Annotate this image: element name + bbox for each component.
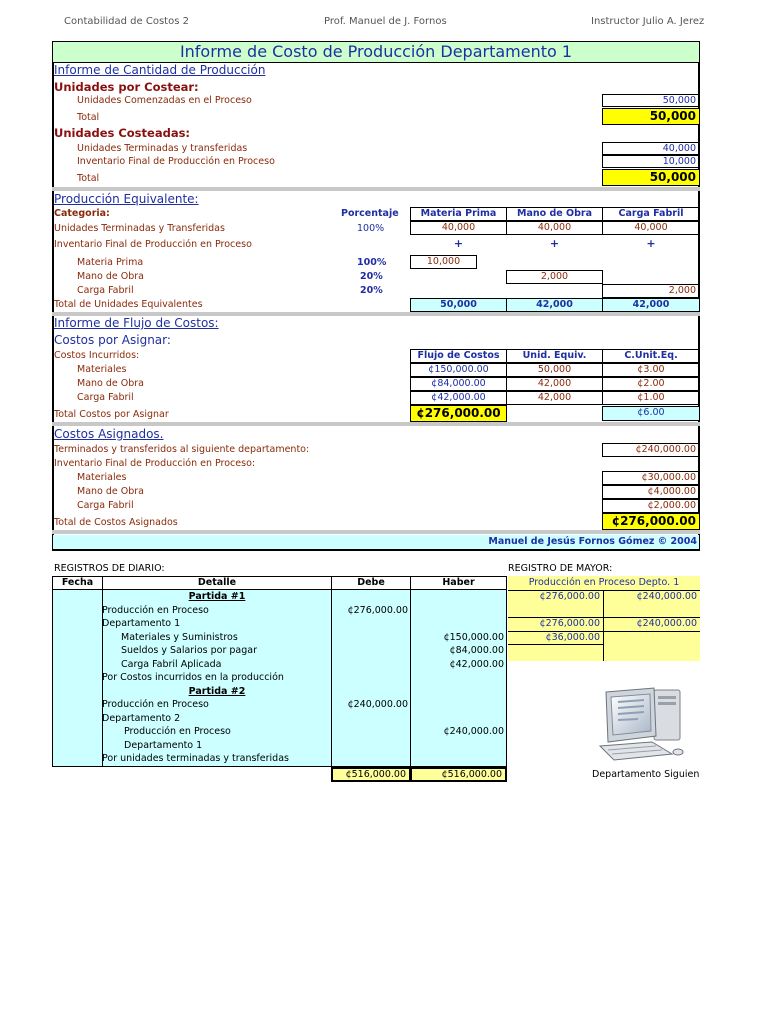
journal-detail: Departamento 2 xyxy=(102,712,181,724)
computer-caption: Departamento Siguien xyxy=(592,769,700,780)
journal-total-debe: ¢516,000.00 xyxy=(331,767,411,782)
eq-finished-label: Unidades Terminadas y Transferidas xyxy=(54,223,225,234)
journal-detail: Por unidades terminadas y transferidas xyxy=(102,753,289,764)
plus-sign-cf: + xyxy=(646,237,656,250)
eq-inventory-label: Inventario Final de Producción en Proceso xyxy=(54,239,252,250)
inv-labor-label: Mano de Obra xyxy=(77,486,145,497)
computer-icon xyxy=(592,684,688,766)
inv-overhead-label: Carga Fabril xyxy=(77,500,134,511)
total-assigned-value: ¢276,000.00 xyxy=(602,513,700,530)
units-started-label: Unidades Comenzadas en el Proceso xyxy=(77,95,252,106)
ledger-balance: ¢36,000.00 xyxy=(508,632,603,645)
divider xyxy=(52,422,700,426)
units-finished-value: 40,000 xyxy=(602,142,700,155)
inv-labor-value: ¢4,000.00 xyxy=(602,485,700,499)
flow-materials-cost: ¢150,000.00 xyxy=(410,363,507,377)
total-to-assign-value: ¢276,000.00 xyxy=(410,405,507,422)
total-label-1: Total xyxy=(77,112,100,123)
col-header-carga-fabril: Carga Fabril xyxy=(602,207,700,221)
eq-cf-label: Carga Fabril xyxy=(77,285,134,296)
eq-total-mp: 50,000 xyxy=(410,298,507,312)
transferred-label: Terminados y transferidos al siguiente departamento: xyxy=(54,444,310,455)
plus-sign-mo: + xyxy=(549,237,560,250)
col-header-unid-equiv: Unid. Equiv. xyxy=(506,349,603,363)
flow-labor-label: Mano de Obra xyxy=(77,378,145,389)
eq-mp-pct: 100% xyxy=(357,257,387,268)
units-finished-label: Unidades Terminadas y transferidas xyxy=(77,143,248,154)
eq-finished-pct: 100% xyxy=(357,223,385,234)
flow-materials-label: Materiales xyxy=(77,364,127,375)
course-name: Contabilidad de Costos 2 xyxy=(64,16,189,27)
professor-name: Prof. Manuel de J. Fornos xyxy=(324,16,447,27)
total-units-to-cost: 50,000 xyxy=(602,108,700,125)
total-assigned-label: Total de Costos Asignados xyxy=(54,517,178,528)
total-label-2: Total xyxy=(77,173,100,184)
col-header-materia-prima: Materia Prima xyxy=(410,207,507,221)
flow-labor-unit-cost: ¢2.00 xyxy=(602,377,700,391)
eq-total-cf: 42,000 xyxy=(602,298,700,312)
units-to-cost-label: Unidades por Costear: xyxy=(54,80,199,94)
journal-detail: Producción en Proceso xyxy=(102,699,209,710)
inv-overhead-value: ¢2,000.00 xyxy=(602,499,700,513)
eq-mp-label: Materia Prima xyxy=(77,257,144,268)
flow-overhead-unit-cost: ¢1.00 xyxy=(602,391,700,405)
col-header-cunit: C.Unit.Eq. xyxy=(602,349,700,363)
eq-cf-value: 2,000 xyxy=(602,284,700,298)
flow-materials-unit-cost: ¢3.00 xyxy=(602,363,700,377)
eq-mo-pct: 20% xyxy=(360,271,383,282)
eq-mo-value: 2,000 xyxy=(506,270,603,284)
porcentaje-header: Porcentaje xyxy=(341,208,399,219)
entry-1-title: Partida #1 xyxy=(188,591,246,602)
journal-detail: Sueldos y Salarios por pagar xyxy=(121,645,258,656)
ledger-credit-1: ¢240,000.00 xyxy=(636,591,697,602)
inv-final-label: Inventario Final de Producción en Proceso: xyxy=(54,458,256,469)
divider xyxy=(52,187,700,191)
col-header-mano-obra: Mano de Obra xyxy=(506,207,603,221)
journal-heading: REGISTROS DE DIARIO: xyxy=(54,563,165,574)
costs-to-assign-label: Costos por Asignar: xyxy=(54,333,171,347)
report-footer: Manuel de Jesús Fornos Gómez © 2004 xyxy=(53,535,699,549)
journal-haber: ¢150,000.00 xyxy=(443,631,504,643)
flow-overhead-cost: ¢42,000.00 xyxy=(410,391,507,405)
flow-labor-units: 42,000 xyxy=(506,377,603,391)
ledger-debit-1: ¢276,000.00 xyxy=(539,591,600,602)
journal-detail: Por Costos incurridos en la producción xyxy=(102,672,284,683)
flow-overhead-label: Carga Fabril xyxy=(77,392,134,403)
plus-sign-mp: + xyxy=(453,237,464,250)
eq-mo-label: Mano de Obra xyxy=(77,271,145,282)
total-unit-cost: ¢6.00 xyxy=(602,406,700,421)
journal-debe: ¢276,000.00 xyxy=(347,604,408,616)
eq-cf-pct: 20% xyxy=(360,285,383,296)
journal-haber: ¢240,000.00 xyxy=(443,726,504,737)
transferred-value: ¢240,000.00 xyxy=(602,443,700,457)
journal-header-fecha: Fecha xyxy=(52,576,103,590)
journal-total-haber: ¢516,000.00 xyxy=(410,767,507,782)
total-units-costed: 50,000 xyxy=(602,169,700,186)
journal-header-debe: Debe xyxy=(331,576,411,590)
eq-mp-value: 10,000 xyxy=(410,255,477,269)
journal-detail: Producción en Proceso xyxy=(124,726,231,737)
journal-detail: Carga Fabril Aplicada xyxy=(121,658,222,670)
journal-haber: ¢84,000.00 xyxy=(449,645,504,656)
flow-materials-units: 50,000 xyxy=(506,363,603,377)
eq-finished-cf: 40,000 xyxy=(602,221,700,235)
journal-detail: Departamento 1 xyxy=(102,618,181,629)
ledger-credit-2: ¢240,000.00 xyxy=(636,618,697,629)
ending-inventory-value: 10,000 xyxy=(602,155,700,168)
journal-header-haber: Haber xyxy=(410,576,507,590)
ledger-debit-2: ¢276,000.00 xyxy=(539,618,600,629)
eq-total-label: Total de Unidades Equivalentes xyxy=(54,299,203,310)
eq-finished-mo: 40,000 xyxy=(506,221,603,235)
ending-inventory-label: Inventario Final de Producción en Proceso xyxy=(77,156,275,167)
eq-finished-mp: 40,000 xyxy=(410,221,507,235)
col-header-flujo: Flujo de Costos xyxy=(410,349,507,363)
flow-labor-cost: ¢84,000.00 xyxy=(410,377,507,391)
journal-detail: Producción en Proceso xyxy=(102,604,209,616)
ledger-heading: REGISTRO DE MAYOR: xyxy=(508,563,613,574)
total-to-assign-label: Total Costos por Asignar xyxy=(54,409,169,420)
categoria-label: Categoria: xyxy=(54,208,110,219)
eq-total-mo: 42,000 xyxy=(506,298,603,312)
qty-section-title: Informe de Cantidad de Producción xyxy=(54,63,266,77)
journal-header-detalle: Detalle xyxy=(102,576,332,590)
inv-materials-value: ¢30,000.00 xyxy=(602,471,700,485)
divider xyxy=(52,530,700,534)
ledger-title: Producción en Proceso Depto. 1 xyxy=(528,577,680,588)
journal-col-divider xyxy=(410,589,411,767)
incurred-costs-label: Costos Incurridos: xyxy=(54,350,140,361)
units-costed-label: Unidades Costeadas: xyxy=(54,126,191,140)
assigned-section-title: Costos Asignados. xyxy=(54,427,164,441)
journal-detail: Departamento 1 xyxy=(124,739,203,751)
inv-materials-label: Materiales xyxy=(77,472,127,483)
flow-overhead-units: 42,000 xyxy=(506,391,603,405)
journal-detail: Materiales y Suministros xyxy=(121,631,238,643)
entry-2-title: Partida #2 xyxy=(188,685,246,697)
units-started-value: 50,000 xyxy=(602,94,700,107)
report-title: Informe de Costo de Producción Departamento 1 xyxy=(53,42,699,63)
instructor-name: Instructor Julio A. Jerez xyxy=(591,16,705,27)
journal-haber: ¢42,000.00 xyxy=(449,658,504,670)
flow-section-title: Informe de Flujo de Costos: xyxy=(54,316,219,330)
equiv-section-title: Producción Equivalente: xyxy=(54,192,199,206)
journal-debe: ¢240,000.00 xyxy=(347,699,408,710)
